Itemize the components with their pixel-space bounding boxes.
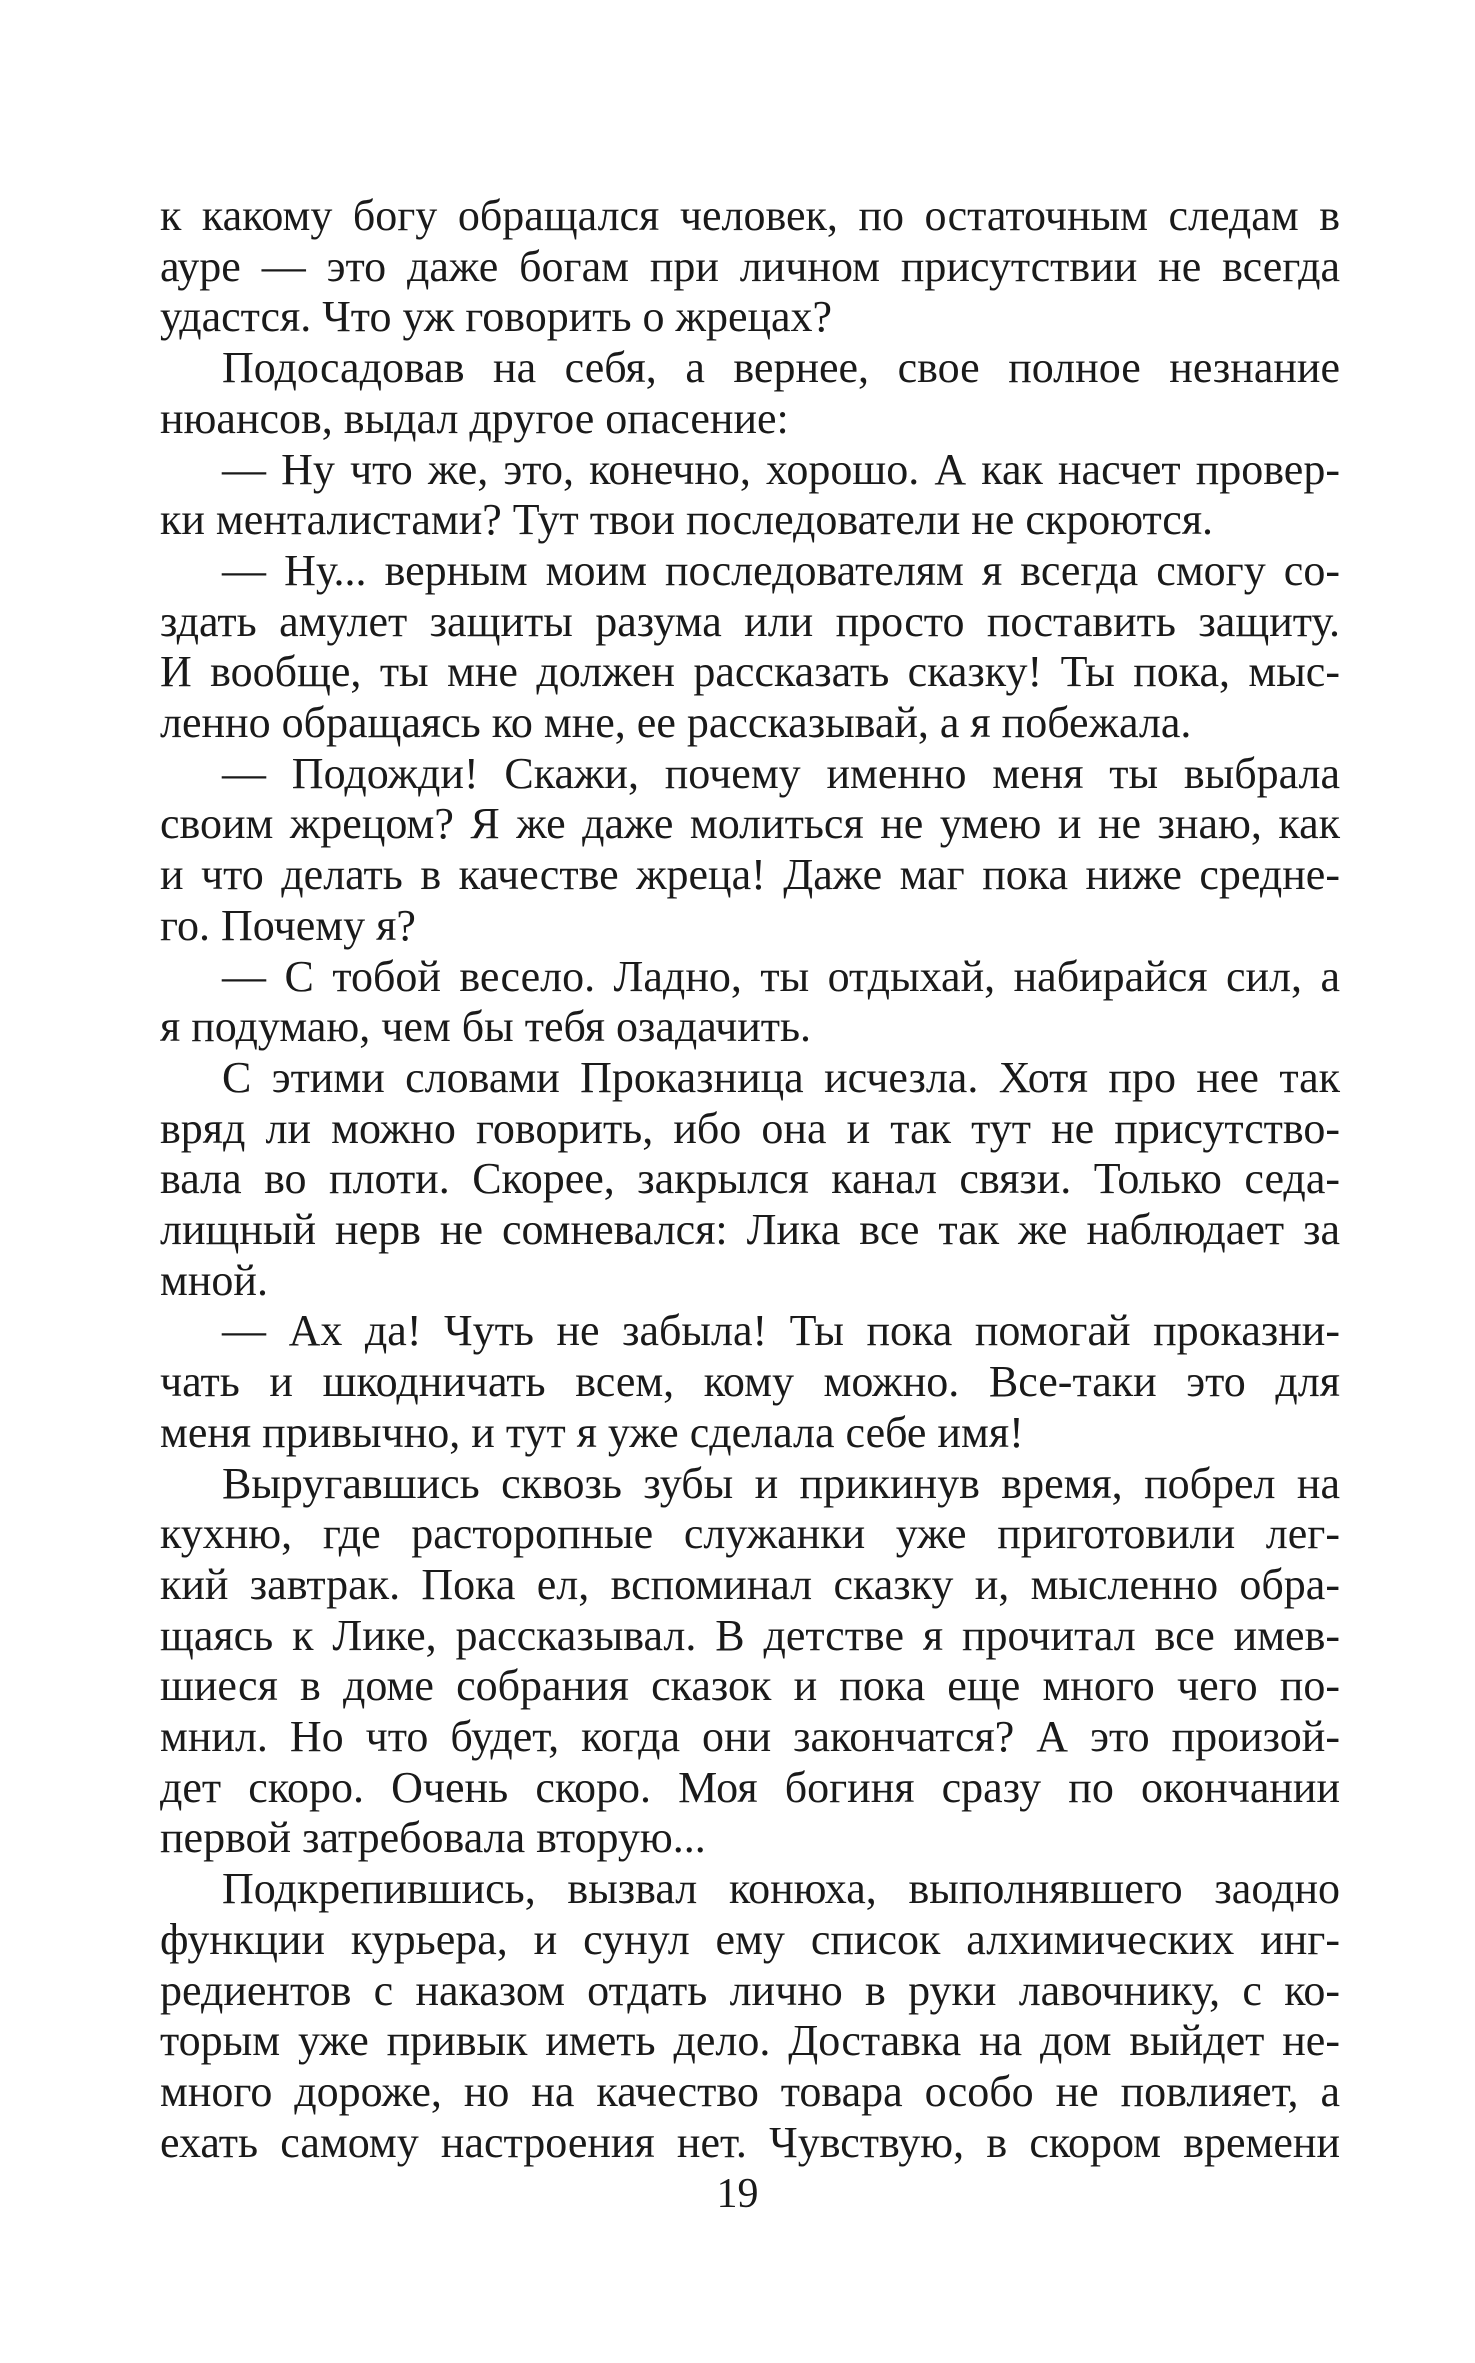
text-line: — С тобой весело. Ладно, ты отдыхай, набирайся сил, а [222,951,1340,1001]
text-line: И вообще, ты мне должен рассказать сказку! Ты пока, мыс- [160,647,1340,697]
text-line: ехать самому настроения нет. Чувствую, в скором времени [160,2117,1340,2167]
text-line: меня привычно, и тут я уже сделала себе имя! [160,1407,1024,1457]
text-line: вряд ли можно говорить, ибо она и так тут не присутство- [160,1103,1340,1153]
text-line: кухню, где расторопные служанки уже приготовили лег- [160,1509,1340,1559]
page-number: 19 [716,2171,759,2217]
page-body [160,186,1340,2336]
text-line: здать амулет защиты разума или просто поставить защиту. [160,596,1340,646]
text-line: — Ну что же, это, конечно, хорошо. А как насчет провер- [222,444,1340,494]
text-line: чать и шкодничать всем, кому можно. Все-таки это для [160,1357,1340,1407]
text-line: много дороже, но на качество товара особо не повлияет, а [160,2066,1340,2116]
text-line: Подкрепившись, вызвал конюха, выполнявшего заодно [222,1864,1340,1914]
text-line: своим жрецом? Я же даже молиться не умею и не знаю, как [160,799,1340,849]
text-line: лищный нерв не сомневался: Лика все так же наблюдает за [160,1205,1340,1254]
text-line: первой затребовала вторую... [160,1813,706,1863]
text-line: редиентов с наказом отдать лично в руки лавочнику, с ко- [160,1965,1340,2015]
text-line: мной. [160,1255,268,1305]
text-line: Выругавшись сквозь зубы и прикинув время, побрел на [222,1458,1340,1508]
text-line: к какому богу обращался человек, по остаточным следам в [160,191,1340,240]
text-line: Подосадовав на себя, а вернее, свое полное незнание [222,343,1340,393]
text-line: нюансов, выдал другое опасение: [160,393,789,443]
text-line: го. Почему я? [160,900,416,950]
text-line: ауре — это даже богам при личном присутствии не всегда [160,241,1340,291]
text-line: торым уже привык иметь дело. Доставка на дом выйдет не- [160,2016,1340,2066]
text-line: кий завтрак. Пока ел, вспоминал сказку и, мысленно обра- [160,1559,1340,1609]
text-line: вала во плоти. Скорее, закрылся канал связи. Только седа- [160,1154,1340,1204]
text-line: — Подожди! Скажи, почему именно меня ты выбрала [222,748,1340,798]
text-line: удастся. Что уж говорить о жрецах? [160,292,833,342]
text-line: дет скоро. Очень скоро. Моя богиня сразу по окончании [160,1762,1340,1812]
text-line: щаясь к Лике, рассказывал. В детстве я прочитал все имев- [160,1610,1340,1660]
text-line: ленно обращаясь ко мне, ее рассказывай, а я побежала. [160,698,1192,747]
text-line: мнил. Но что будет, когда они закончатся? А это произой- [160,1712,1340,1761]
text-line: — Ну... верным моим последователям я всегда смогу со- [222,545,1340,595]
text-line: функции курьера, и сунул ему список алхимических инг- [160,1914,1340,1964]
text-line: шиеся в доме собрания сказок и пока еще много чего по- [160,1661,1340,1711]
text-line: и что делать в качестве жреца! Даже маг пока ниже средне- [160,850,1340,900]
text-line: я подумаю, чем бы тебя озадачить. [160,1002,812,1052]
text-line: ки менталистами? Тут твои последователи не скроются. [160,495,1214,545]
text-line: — Ах да! Чуть не забыла! Ты пока помогай проказни- [222,1306,1340,1356]
text-line: С этими словами Проказница исчезла. Хотя про нее так [222,1052,1340,1102]
